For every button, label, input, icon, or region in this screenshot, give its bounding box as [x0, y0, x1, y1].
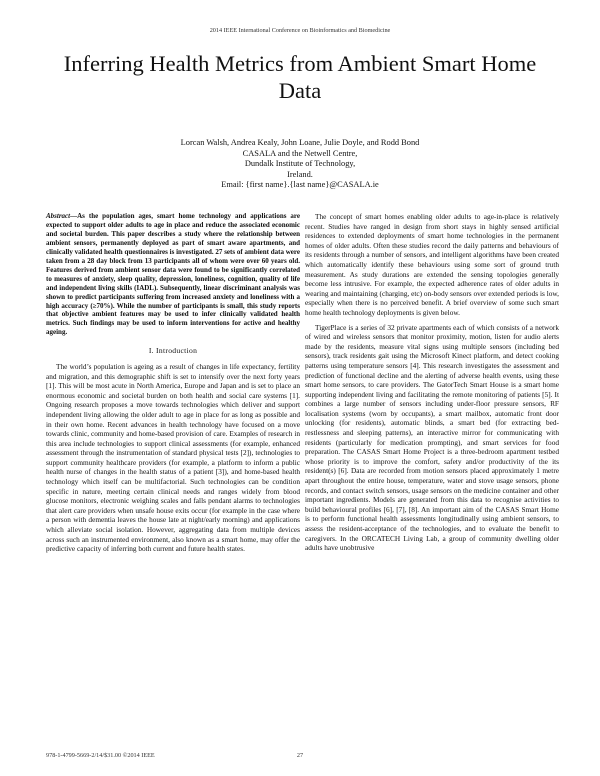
affiliation-line-2: Dundalk Institute of Technology, [244, 159, 356, 169]
body-paragraph-2: The concept of smart homes enabling older adults to age-in-place is relatively recent. Studies have ranged in design from short stays in highly sensed artificial residences to extended deployments of smart home technologies in the permanent homes of older adults. Often these studies record the daily patterns and behaviours of its residents through a number of sensors, and intelligent algorithms have been created which automatically identify these behaviours using some sort of ground truth measurement. As study durations are extended the sensing topologies generally become less intrusive. For example, the expected adherence rates of older adults in wearing and maintaining (charging, etc) on-body sensors over extended periods is low, especially when there is no perceived benefit. A brief overview of some such smart home health technology deployments is given below. [305, 212, 559, 317]
affiliation-line-1: CASALA and the Netwell Centre, [242, 148, 358, 158]
abstract [46, 212, 300, 337]
author-email: Email: {first name}.{last name}@CASALA.ie [221, 180, 379, 190]
abstract-lead: Abstract [46, 212, 71, 220]
author-block [80, 138, 520, 191]
left-column [46, 212, 300, 559]
conference-header: 2014 IEEE International Conference on Bioinformatics and Biomedicine [209, 27, 391, 34]
footer-isbn: 978-1-4799-5669-2/14/$31.00 ©2014 IEEE [46, 752, 155, 759]
abstract-text: —As the population ages, smart home technology and applications are expected to support older adults to age in place and reduce the associated economic and societal burden. This paper describes a study where the relationship between ambient sensors, permanently deployed as part of smart aware apartments, and clinically validated health questionnaires is investigated. 27 sets of ambient data were taken from a 28 day block from 13 participants all of whom were over 60 years old. Features derived from ambient sensor data were found to be significantly correlated to measures of anxiety, sleep quality, depression, loneliness, cognition, quality of life and independent living skills (IADL). Subsequently, linear discriminant analysis was shown to predict participants suffering from increased anxiety and loneliness with a high accuracy (≥70%). While the number of participants is small, this study reports that objective ambient features may be used to infer clinically validated health metrics. Such findings may be used to inform interventions for active and healthy ageing. [46, 212, 300, 337]
intro-paragraph-1: The world’s population is ageing as a result of changes in life expectancy, fertility and migration, and this demographic shift is set to intensify over the next forty years [1]. This will be most acute in North America, Europe and Japan and is set to place an enormous economic and societal burden on both health and social care systems [1]. Ongoing research proposes a move towards technologies which deliver and support independent living allowing the older adult to age in place for as long as possible and in their own home. Recent advances in health technology have focused on a move towards clinic, community and home-based provision of care. Examples of research in this area include technologies to support clinical assessments (for example, enhanced assessment through the instrumentation of standard physical tests [2]), technologies to support community healthcare providers (for example, a platform to inform a public health nurse of changes in the health status of a patient [3]), and home-based health technology which itself can be multifactorial. Such technologies can be condition specific in nature, meeting certain clinical needs and ranges widely from blood glucose monitors, electronic weighing scales and falls pendant alarms to technologies that alert care providers when unsafe house exits occur (for example in the case where a person with dementia leaves the house late at night/early morning) and applications which alleviate social isolation. However, aggregating data from multiple devices across such an instrumented environment, also known as a smart home, may offer the predictive capacity of inferring both current and future health states. [46, 361, 300, 554]
paper-title: Inferring Health Metrics from Ambient Smart Home Data [63, 51, 537, 103]
author-names: Lorcan Walsh, Andrea Kealy, John Loane, Julie Doyle, and Rodd Bond [180, 138, 420, 147]
right-column [305, 212, 559, 558]
body-paragraph-3: TigerPlace is a series of 32 private apartments each of which consists of a network of wired and wireless sensors that monitor proximity, motion, listen for audio alerts made by the residents, measure vital signs using multiple sensors (including bed sensors), track residents gait using the Microsoft Kinect platform, and detect cooking patterns using temperature sensors [4]. This research investigates the assessment and prediction of functional decline and the alerting of adverse health events, using these smart home sensors, to care providers. The GatorTech Smart House is a smart home supporting independent living and facilitating the remote monitoring of patients [5]. It combines a large number of sensors including under-floor pressure sensors, RF localisation systems (worn by occupants), a smart mailbox, automatic front door unlocking (for residents), automatic blinds, a smart bed (for extracting bed-restlessness and sleeping patterns), an interactive mirror for communicating with residents (particularly for medication prompting), and smart services for food preparation. The CASAS Smart Home Project is a three-bedroom apartment testbed whose priority is to improve the comfort, safety and/or productivity of the its resident(s) [6]. Data are recorded from motion sensors placed approximately 1 metre apart throughout the entire house, temperature, water and stove usage sensors, phone records, and contact switch sensors, usage sensors on the medicine container and other important ingredients. Models are generated from this data to recognise activities to build behavioural profiles [6], [7], [8]. An important aim of the CASAS Smart Home is to perform functional health assessments longitudinally using ambient sensors, to assess the resident-acceptance of the technologies, and to evaluate the benefit to caregivers. In the ORCATECH Living Lab, a group of community dwelling older adults have unobtrusive [305, 322, 559, 553]
section-heading-introduction: I. Introduction [148, 346, 198, 356]
affiliation-line-3: Ireland. [287, 169, 313, 179]
page-number: 27 [296, 752, 304, 759]
